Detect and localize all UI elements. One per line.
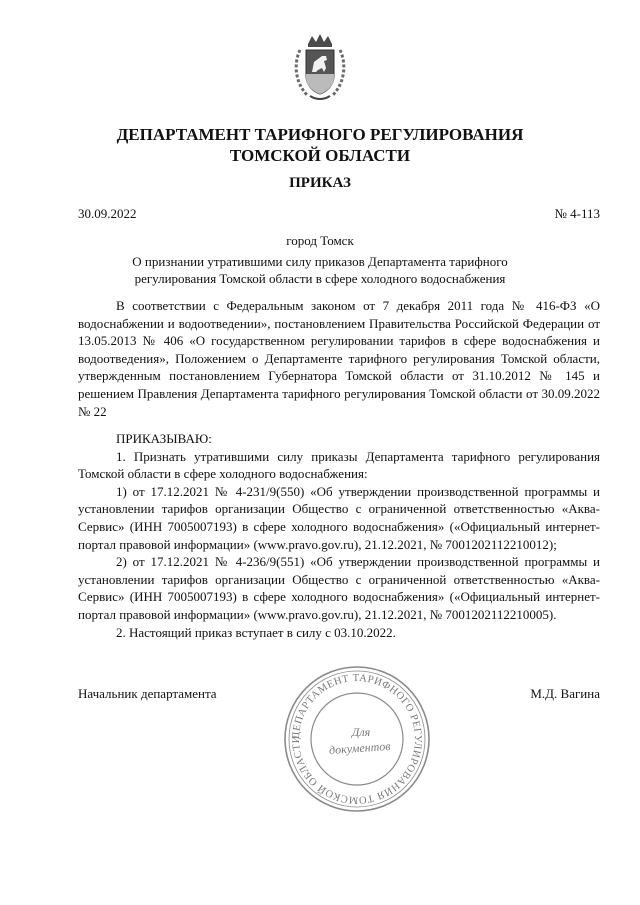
department-title-line2: ТОМСКОЙ ОБЛАСТИ bbox=[229, 146, 411, 165]
item-1-subitem-1: 1) от 17.12.2021 № 4-231/9(550) «Об утверждении производственной программы и установлении тарифов организации Общество с ограниченной ответственностью «Аква-Сервис» (ИНН 7005007193) в сфере холодного водоснабжения» («Официальный интернет-портал правовой информации» (www.pravo.gov.ru), 21.12.2021, № 7001202112210012); bbox=[78, 483, 600, 552]
signatory-name: М.Д. Вагина bbox=[530, 686, 600, 701]
decree-word: ПРИКАЗЫВАЮ: bbox=[116, 431, 212, 446]
document-type: ПРИКАЗ bbox=[289, 175, 351, 191]
seal-center-line1: Для bbox=[351, 725, 371, 739]
issue-city: город Томск bbox=[286, 233, 354, 248]
seal-ring-text: ДЕПАРТАМЕНТ ТАРИФНОГО РЕГУЛИРОВАНИЯ ТОМСКОЙ ОБЛАСТИ bbox=[290, 672, 424, 806]
seal-center-line2: документов bbox=[328, 738, 391, 758]
subject-line1: О признании утратившими силу приказов Департамента тарифного bbox=[132, 254, 508, 269]
department-title bbox=[0, 124, 640, 166]
decree-block bbox=[78, 430, 600, 641]
document-number: № 4-113 bbox=[554, 206, 600, 221]
item-1-subitem-2: 2) от 17.12.2021 № 4-236/9(551) «Об утверждении производственной программы и установлении тарифов организации Общество с ограниченной ответственностью «Аква-Сервис» (ИНН 7005007193) в сфере холодного водоснабжения» («Официальный интернет-портал правовой информации» (www.pravo.gov.ru), 21.12.2021, № 7001202112210005). bbox=[78, 554, 600, 622]
signatory-position: Начальник департамента bbox=[78, 686, 217, 701]
item-1: 1. Признать утратившими силу приказы Департамента тарифного регулирования Томской области в сфере холодного водоснабжения: bbox=[78, 448, 600, 482]
item-2: 2. Настоящий приказ вступает в силу с 03.10.2022. bbox=[116, 624, 396, 640]
department-title-line1: ДЕПАРТАМЕНТ ТАРИФНОГО РЕГУЛИРОВАНИЯ bbox=[116, 125, 524, 144]
official-seal bbox=[282, 664, 432, 814]
subject-line2: регулирования Томской области в сфере холодного водоснабжения bbox=[134, 271, 506, 286]
coat-of-arms-icon bbox=[290, 32, 350, 104]
document-date: 30.09.2022 bbox=[78, 206, 137, 221]
preamble-block bbox=[78, 297, 600, 420]
document-subject bbox=[0, 253, 640, 287]
date-number-row bbox=[78, 206, 600, 222]
preamble-paragraph: В соответствии с Федеральным законом от 7 декабря 2011 года № 416-ФЗ «О водоснабжении и водоотведении», постановлением Правительства Российской Федерации от 13.05.2013 № 406 «О государственном регулировании тарифов в сфере водоснабжения и водоотведения», Положением о Департаменте тарифного регулирования Томской области, утвержденным постановлением Губернатора Томской области от 31.10.2012 № 145 и решением Правления Департамента тарифного регулирования Томской области от 30.09.2022 № 22 bbox=[78, 298, 600, 419]
